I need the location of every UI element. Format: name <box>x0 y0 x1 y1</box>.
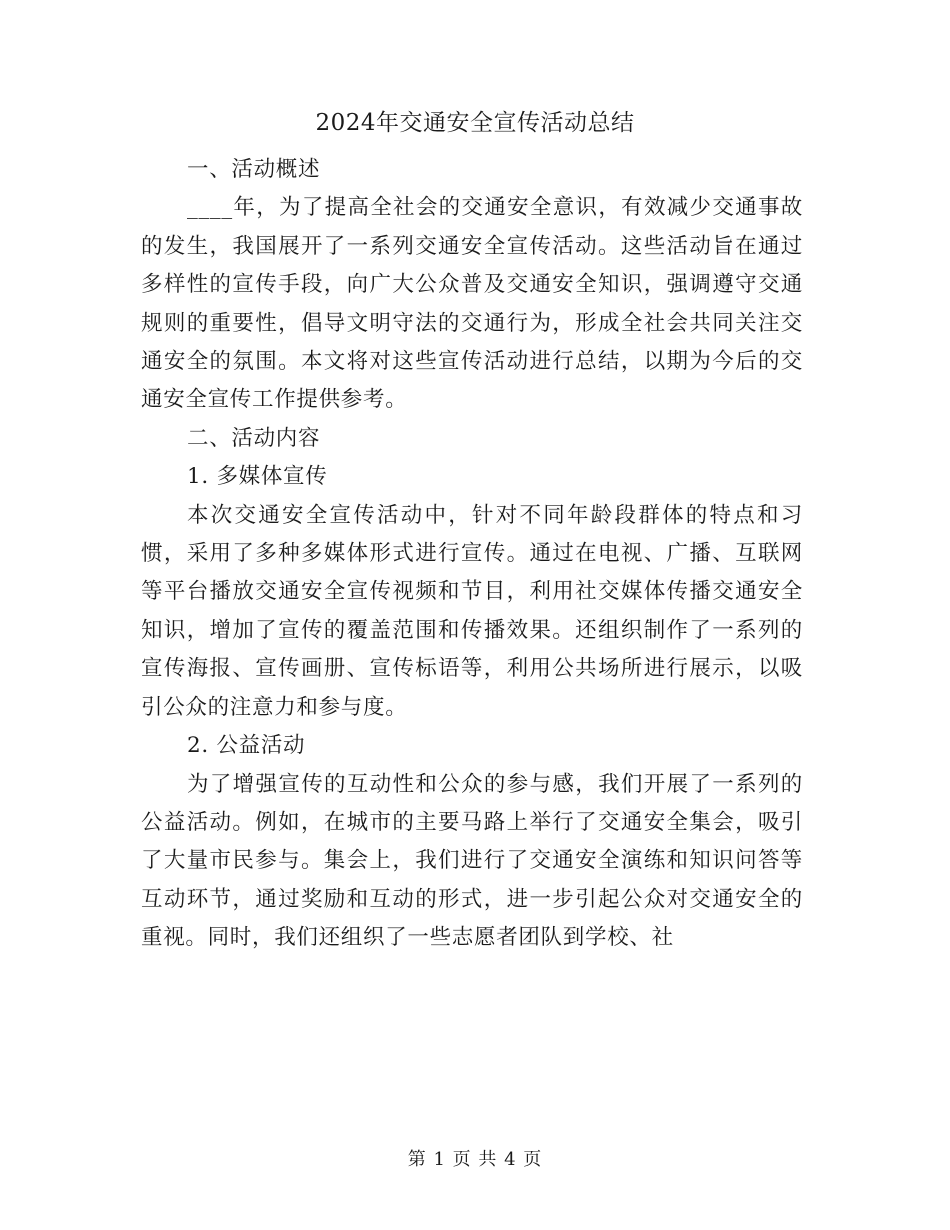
document-body <box>141 151 803 958</box>
subheading-multimedia: 1. 多媒体宣传 <box>187 464 328 490</box>
section-heading-content: 二、活动内容 <box>187 425 321 451</box>
section-heading-overview: 一、活动概述 <box>187 157 321 182</box>
subheading-public-welfare: 2. 公益活动 <box>187 733 306 759</box>
paragraph-multimedia: 本次交通安全宣传活动中，针对不同年龄段群体的特点和习惯，采用了多种多媒体形式进行宣传。通过在电视、广播、互联网等平台播放交通安全宣传视频和节目，利用社交媒体传播交通安全知识，增加了宣传的覆盖范围和传播效果。还组织制作了一系列的宣传海报、宣传画册、宣传标语等，利用公共场所进行展示，以吸引公众的注意力和参与度。 <box>141 502 803 720</box>
paragraph-public-welfare: 为了增强宣传的互动性和公众的参与感，我们开展了一系列的公益活动。例如，在城市的主要马路上举行了交通安全集会，吸引了大量市民参与。集会上，我们进行了交通安全演练和知识问答等互动环节，通过奖励和互动的形式，进一步引起公众对交通安全的重视。同时，我们还组织了一些志愿者团队到学校、社 <box>141 771 803 951</box>
paragraph-overview: ____年，为了提高全社会的交通安全意识，有效减少交通事故的发生，我国展开了一系列交通安全宣传活动。这些活动旨在通过多样性的宣传手段，向广大公众普及交通安全知识，强调遵守交通规则的重要性，倡导文明守法的交通行为，形成全社会共同关注交通安全的氛围。本文将对这些宣传活动进行总结，以期为今后的交通安全宣传工作提供参考。 <box>141 195 803 413</box>
document-title: 2024年交通安全宣传活动总结 <box>315 110 635 136</box>
page-number-footer: 第 1 页 共 4 页 <box>407 1149 543 1170</box>
